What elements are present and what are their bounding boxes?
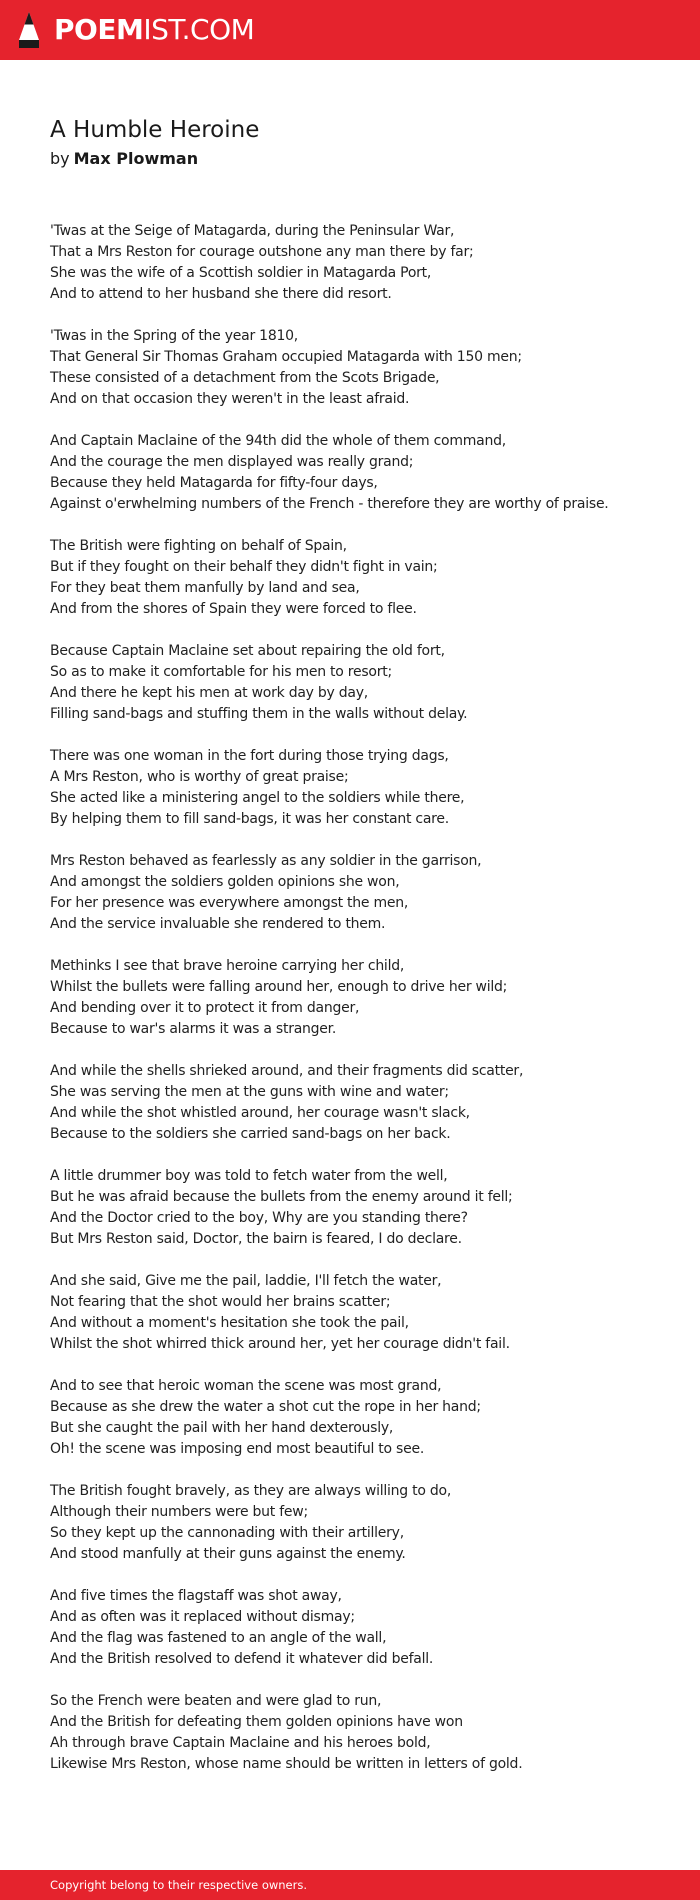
poem-line: Whilst the shot whirred thick around her, yet her courage didn't fail. (50, 1336, 510, 1352)
poem-line: That General Sir Thomas Graham occupied Matagarda with 150 men; (50, 349, 522, 365)
author-name[interactable]: Max Plowman (73, 149, 199, 168)
poem-line: And while the shells shrieked around, and their fragments did scatter, (50, 1063, 524, 1079)
poem-stanza (50, 1691, 660, 1775)
site-logo-text (54, 10, 254, 50)
poem-line: She was serving the men at the guns with wine and water; (50, 1084, 449, 1100)
poem-stanza (50, 536, 660, 620)
site-logo[interactable] (17, 10, 254, 50)
poem-stanza (50, 1376, 660, 1460)
poem-line: And the flag was fastened to an angle of the wall, (50, 1630, 387, 1646)
poem-stanza (50, 1586, 660, 1670)
poem-line: Oh! the scene was imposing end most beautiful to see. (50, 1441, 425, 1457)
poem-line: Not fearing that the shot would her brains scatter; (50, 1294, 391, 1310)
poem-line: Mrs Reston behaved as fearlessly as any soldier in the garrison, (50, 853, 482, 869)
poem-line: Ah through brave Captain Maclaine and his heroes bold, (50, 1735, 431, 1751)
poem-stanza (50, 1166, 660, 1250)
poem-stanza (50, 221, 660, 305)
poem-stanza (50, 641, 660, 725)
poem-line: Filling sand-bags and stuffing them in the walls without delay. (50, 706, 468, 722)
poem-line: And the British resolved to defend it whatever did befall. (50, 1651, 434, 1667)
poem-line: She was the wife of a Scottish soldier in Matagarda Port, (50, 265, 432, 281)
poem-line: Likewise Mrs Reston, whose name should be written in letters of gold. (50, 1756, 523, 1772)
poem-stanza (50, 1271, 660, 1355)
poem-stanza (50, 431, 660, 515)
poem-line: And there he kept his men at work day by day, (50, 685, 368, 701)
poem-line: 'Twas in the Spring of the year 1810, (50, 328, 299, 344)
poem-line: Because to war's alarms it was a stranger. (50, 1021, 337, 1037)
poem-stanza (50, 1481, 660, 1565)
poem-stanza (50, 1061, 660, 1145)
logo-text-bold: POEM (54, 13, 144, 46)
poem-body (50, 221, 660, 1775)
poem-stanza (50, 956, 660, 1040)
logo-text-light: IST.COM (143, 13, 255, 46)
poem-line: But Mrs Reston said, Doctor, the bairn is feared, I do declare. (50, 1231, 462, 1247)
poem-stanza (50, 326, 660, 410)
poem-line: And the British for defeating them golden opinions have won (50, 1714, 463, 1730)
poem-line: Because Captain Maclaine set about repairing the old fort, (50, 643, 445, 659)
poem-line: And without a moment's hesitation she took the pail, (50, 1315, 409, 1331)
poem-line: By helping them to fill sand-bags, it was her constant care. (50, 811, 449, 827)
poem-line: And the courage the men displayed was really grand; (50, 454, 414, 470)
poem-line: And as often was it replaced without dismay; (50, 1609, 355, 1625)
poem-line: And the Doctor cried to the boy, Why are you standing there? (50, 1210, 468, 1226)
poem-line: So as to make it comfortable for his men to resort; (50, 664, 392, 680)
poem-line: So the French were beaten and were glad to run, (50, 1693, 382, 1709)
poem-line: That a Mrs Reston for courage outshone any man there by far; (50, 244, 474, 260)
site-footer (0, 1870, 700, 1900)
poem-line: These consisted of a detachment from the Scots Brigade, (50, 370, 440, 386)
poem-stanza (50, 851, 660, 935)
poem-line: And Captain Maclaine of the 94th did the whole of them command, (50, 433, 506, 449)
poem-byline (50, 148, 660, 170)
poem-line: And to attend to her husband she there did resort. (50, 286, 392, 302)
pencil-tip-icon (17, 10, 41, 50)
poem-line: And amongst the soldiers golden opinions she won, (50, 874, 400, 890)
poem-line: But if they fought on their behalf they didn't fight in vain; (50, 559, 438, 575)
poem-line: And bending over it to protect it from danger, (50, 1000, 360, 1016)
poem-line: Methinks I see that brave heroine carrying her child, (50, 958, 405, 974)
site-header (0, 0, 700, 60)
copyright-notice: Copyright belong to their respective owners. (50, 1878, 308, 1892)
poem-line: Whilst the bullets were falling around her, enough to drive her wild; (50, 979, 508, 995)
poem-line: For they beat them manfully by land and sea, (50, 580, 360, 596)
poem-line: 'Twas at the Seige of Matagarda, during the Peninsular War, (50, 223, 455, 239)
poem-line: And five times the flagstaff was shot away, (50, 1588, 342, 1604)
poem-line: Because they held Matagarda for fifty-four days, (50, 475, 378, 491)
poem-line: The British were fighting on behalf of Spain, (50, 538, 347, 554)
poem-line: For her presence was everywhere amongst the men, (50, 895, 409, 911)
poem-line: And stood manfully at their guns against the enemy. (50, 1546, 406, 1562)
poem-line: A Mrs Reston, who is worthy of great praise; (50, 769, 349, 785)
poem-line: The British fought bravely, as they are always willing to do, (50, 1483, 452, 1499)
poem-line: And on that occasion they weren't in the least afraid. (50, 391, 410, 407)
poem-line: A little drummer boy was told to fetch water from the well, (50, 1168, 448, 1184)
poem-line: And while the shot whistled around, her courage wasn't slack, (50, 1105, 470, 1121)
poem-line: And she said, Give me the pail, laddie, I'll fetch the water, (50, 1273, 442, 1289)
by-label: by (50, 149, 70, 168)
poem-line: And from the shores of Spain they were forced to flee. (50, 601, 417, 617)
poem-line: But he was afraid because the bullets from the enemy around it fell; (50, 1189, 513, 1205)
poem-line: Against o'erwhelming numbers of the French - therefore they are worthy of praise. (50, 496, 609, 512)
poem-line: Because to the soldiers she carried sand-bags on her back. (50, 1126, 451, 1142)
poem-line: So they kept up the cannonading with their artillery, (50, 1525, 404, 1541)
poem-line: She acted like a ministering angel to the soldiers while there, (50, 790, 465, 806)
poem-line: Although their numbers were but few; (50, 1504, 308, 1520)
poem-stanza (50, 746, 660, 830)
poem-line: But she caught the pail with her hand dexterously, (50, 1420, 394, 1436)
poem-line: And to see that heroic woman the scene was most grand, (50, 1378, 442, 1394)
poem-line: There was one woman in the fort during those trying dags, (50, 748, 449, 764)
poem-title: A Humble Heroine (50, 117, 260, 143)
poem-content (50, 114, 660, 1796)
poem-line: And the service invaluable she rendered to them. (50, 916, 386, 932)
poem-line: Because as she drew the water a shot cut the rope in her hand; (50, 1399, 481, 1415)
